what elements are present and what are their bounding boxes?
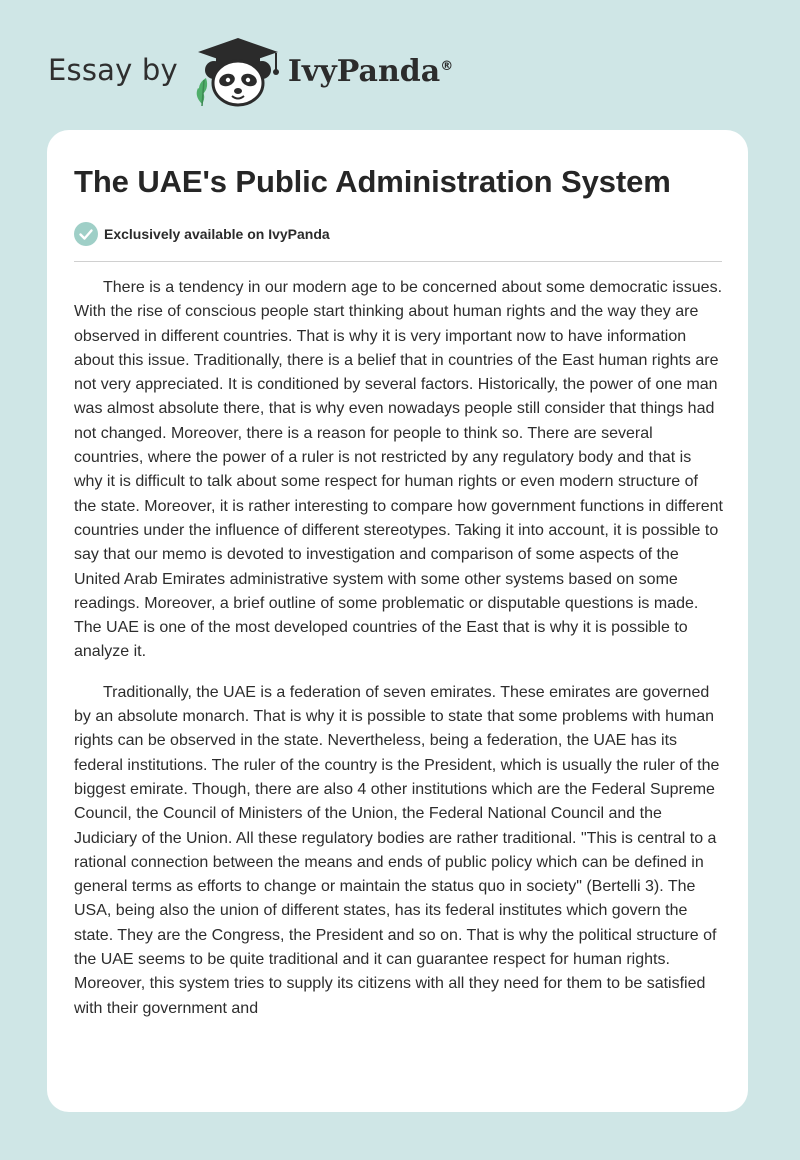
exclusive-badge-label: Exclusively available on IvyPanda bbox=[104, 226, 330, 242]
divider bbox=[74, 261, 722, 262]
registered-mark: ® bbox=[440, 58, 454, 74]
site-header bbox=[48, 36, 453, 108]
page-title: The UAE's Public Administration System bbox=[74, 164, 671, 199]
paragraph: There is a tendency in our modern age to be concerned about some democratic issues. With the rise of conscious people start thinking about human rights and the way they are observed in different countries. That is why it is very important now to have information about this issue. Traditionally, there is a belief that in countries of the East human rights are not very appreciated. It is conditioned by several factors. Historically, the power of one man was almost absolute there, that is why even nowadays people still consider that things had not changed. Moreover, there is a reason for people to think so. There are several countries, where the power of a ruler is not restricted by any regulatory body and that is why it is difficult to talk about some respect for human rights or even modern structure of the state. Moreover, it is rather interesting to compare how government functions in different countries under the influence of different stereotypes. Taking it into account, it is possible to say that our memo is devoted to investigation and comparison of some aspects of the United Arab Emirates administrative system with some other systems based on some readings. Moreover, a brief outline of some problematic or disputable questions is made. The UAE is one of the most developed countries of the East that is why it is possible to analyze it. bbox=[74, 279, 723, 661]
paragraph: Traditionally, the UAE is a federation of seven emirates. These emirates are governed by an absolute monarch. That is why it is possible to state that some problems with human rights can be observed in the state. Nevertheless, being a federation, the UAE has its federal institutions. The ruler of the country is the President, which is usually the ruler of the biggest emirate. Though, there are also 4 other institutions which are the Federal Supreme Council, the Council of Ministers of the Union, the Federal National Council and the Judiciary of the Union. All these regulatory bodies are rather traditional. "This is central to a rational connection between the means and ends of public policy which can be defined in general terms as efforts to change or maintain the status quo in society" (Bertelli 3). The USA, being also the union of different states, has its federal institutes which govern the state. They are the Congress, the President and so on. That is why the political structure of the UAE seems to be quite traditional and it can guarantee respect for human rights. Moreover, this system tries to supply its citizens with all they need for them to be satisfied with their government and bbox=[74, 683, 720, 1017]
panda-logo-icon[interactable] bbox=[192, 36, 284, 108]
brand-prefix: Essay by bbox=[48, 53, 178, 87]
exclusive-badge bbox=[74, 222, 330, 246]
brand-name[interactable]: IvyPanda® bbox=[287, 53, 454, 89]
essay-body bbox=[74, 276, 724, 1037]
essay-card bbox=[47, 130, 748, 1112]
check-circle-icon bbox=[74, 222, 98, 246]
